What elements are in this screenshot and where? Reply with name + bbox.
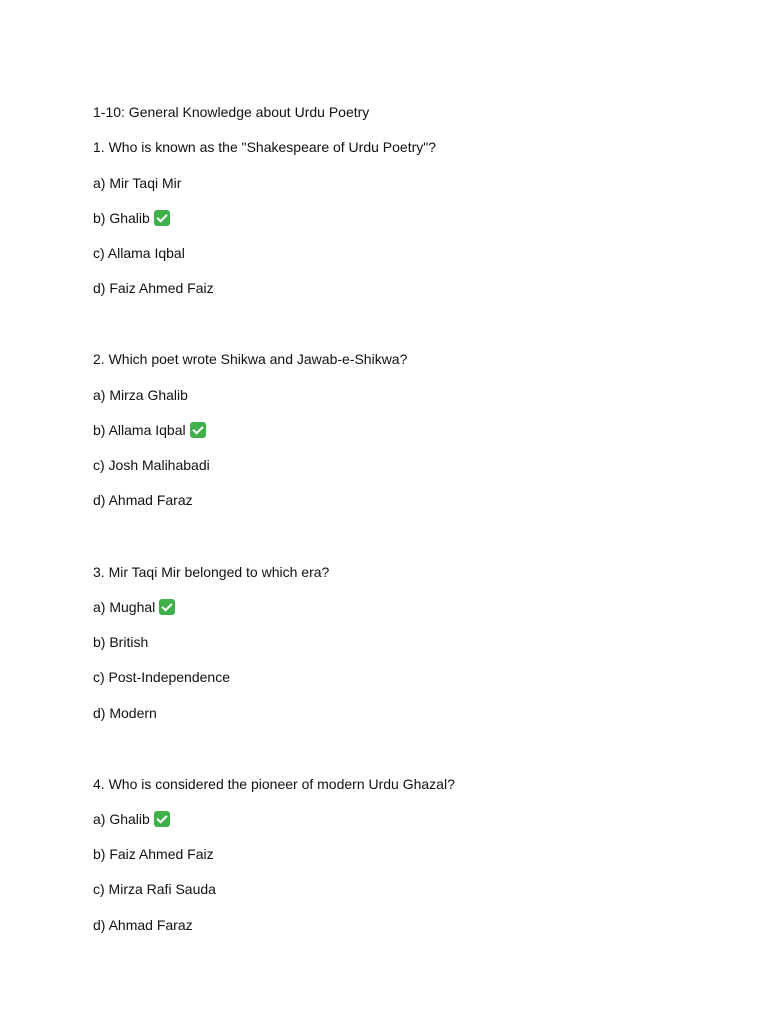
option-3b	[93, 633, 148, 651]
option-2b	[93, 421, 206, 439]
option-2d	[93, 491, 193, 509]
option-label: d) Faiz Ahmed Faiz	[93, 280, 214, 296]
option-3d	[93, 704, 157, 722]
option-label: c) Allama Iqbal	[93, 245, 185, 261]
section-heading: 1-10: General Knowledge about Urdu Poetry	[93, 104, 370, 120]
question-4: 4. Who is considered the pioneer of modern Urdu Ghazal?	[93, 776, 455, 792]
option-1d	[93, 279, 214, 297]
option-4a	[93, 810, 170, 828]
option-label: b) Ghalib	[93, 210, 150, 226]
check-mark-icon	[159, 599, 175, 615]
option-label: a) Mirza Ghalib	[93, 387, 188, 403]
option-label: c) Josh Malihabadi	[93, 457, 210, 473]
option-4c	[93, 880, 216, 898]
question-2: 2. Which poet wrote Shikwa and Jawab-e-Shikwa?	[93, 351, 408, 367]
option-label: b) Allama Iqbal	[93, 422, 186, 438]
check-mark-icon	[154, 811, 170, 827]
option-3c	[93, 668, 230, 686]
option-2c	[93, 456, 210, 474]
option-1b	[93, 209, 170, 227]
option-label: b) British	[93, 634, 149, 650]
option-label: d) Modern	[93, 705, 157, 721]
question-3: 3. Mir Taqi Mir belonged to which era?	[93, 564, 330, 580]
check-mark-icon	[154, 210, 170, 226]
option-1a	[93, 174, 181, 192]
option-label: a) Ghalib	[93, 811, 150, 827]
question-1: 1. Who is known as the "Shakespeare of Urdu Poetry"?	[93, 139, 437, 155]
option-3a	[93, 598, 175, 616]
option-1c	[93, 244, 185, 262]
option-4d	[93, 916, 193, 934]
option-label: a) Mir Taqi Mir	[93, 175, 182, 191]
check-mark-icon	[190, 422, 206, 438]
option-label: c) Mirza Rafi Sauda	[93, 881, 216, 897]
option-label: b) Faiz Ahmed Faiz	[93, 846, 214, 862]
option-label: a) Mughal	[93, 599, 156, 615]
option-label: d) Ahmad Faraz	[93, 492, 193, 508]
option-4b	[93, 845, 214, 863]
option-2a	[93, 386, 188, 404]
option-label: c) Post-Independence	[93, 669, 230, 685]
option-label: d) Ahmad Faraz	[93, 917, 193, 933]
